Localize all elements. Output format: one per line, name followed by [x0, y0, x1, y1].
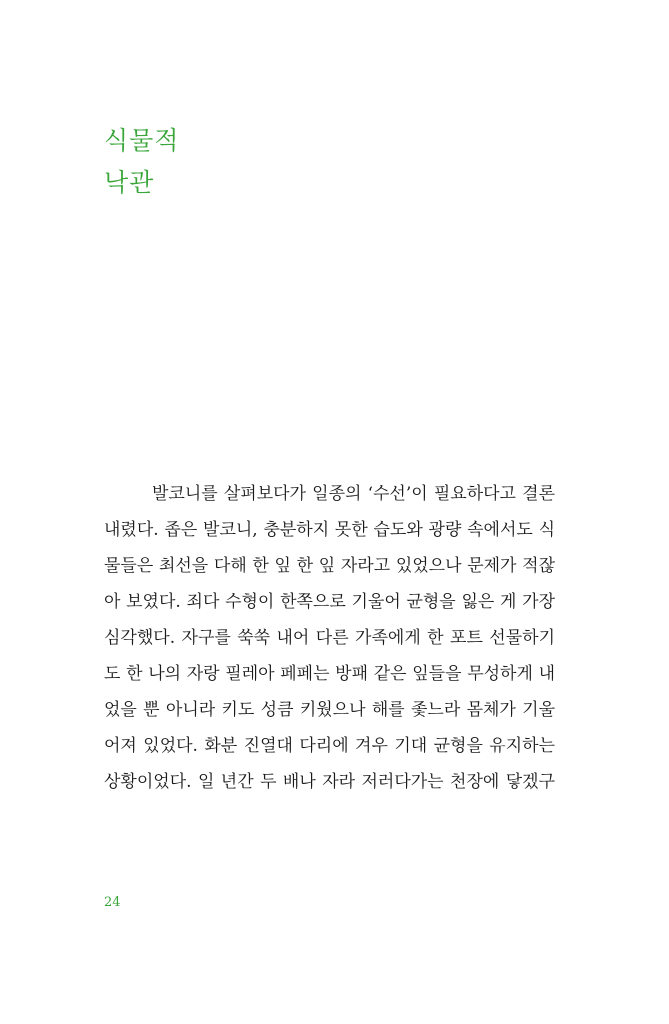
- body-line: 물들은 최선을 다해 한 잎 한 잎 자라고 있었으나 문제가 적잖: [104, 556, 555, 576]
- chapter-title-line-1: 식물적: [104, 126, 180, 155]
- body-line: 아 보였다. 죄다 수형이 한쪽으로 기울어 균형을 잃은 게 가장: [104, 592, 555, 612]
- page-number: 24: [104, 895, 121, 910]
- chapter-title: [104, 120, 179, 204]
- body-line: 심각했다. 자구를 쑥쑥 내어 다른 가족에게 한 포트 선물하기: [104, 628, 555, 648]
- body-line: 상황이었다. 일 년간 두 배나 자라 저러다가는 천장에 닿겠구: [104, 772, 555, 792]
- body-line: 어져 있었다. 화분 진열대 다리에 겨우 기대 균형을 유지하는: [104, 736, 555, 756]
- body-paragraph: [104, 476, 555, 800]
- body-line: 내렸다. 좁은 발코니, 충분하지 못한 습도와 광량 속에서도 식: [104, 520, 555, 540]
- body-line: 발코니를 살펴보다가 일종의 ‘수선’이 필요하다고 결론: [152, 484, 555, 504]
- body-line: 도 한 나의 자랑 필레아 페페는 방패 같은 잎들을 무성하게 내: [104, 664, 555, 684]
- body-line: 었을 뿐 아니라 키도 성큼 키웠으나 해를 좇느라 몸체가 기울: [104, 700, 555, 720]
- chapter-title-line-2: 낙관: [104, 168, 155, 197]
